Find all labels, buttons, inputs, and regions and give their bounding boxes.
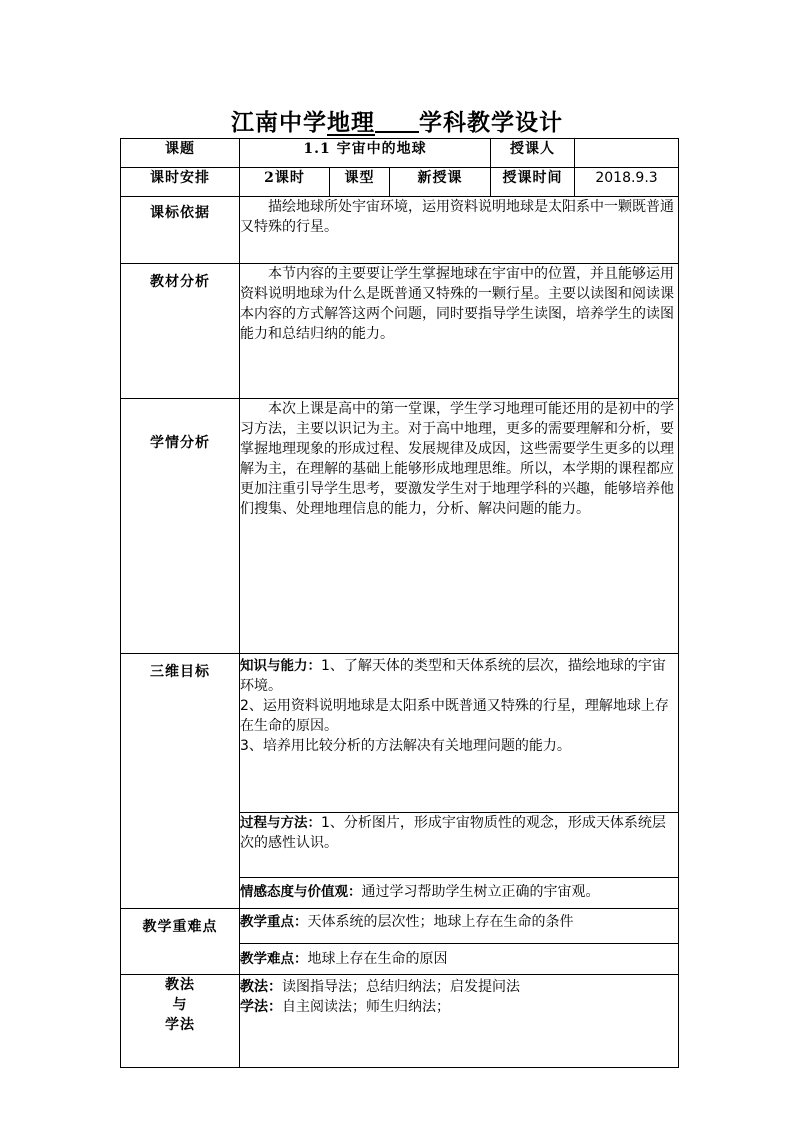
learn-line xyxy=(240,997,678,1017)
methods-label-2: 与 xyxy=(172,997,188,1013)
process-label: 过程与方法： xyxy=(240,815,321,831)
emotion-text: 通过学习帮助学生树立正确的宇宙观。 xyxy=(361,884,600,900)
textbook-text: 本节内容的主要要让学生掌握地球在宇宙中的位置，并且能够运用资料说明地球为什么是既普通又特殊的一颗行星。主要以读图和阅读课本内容的方式解答这两个问题，同时要指导学生读图，培养学生的读图能力和总结归纳的能力。 xyxy=(240,264,679,399)
topic-value: 1.1 宇宙中的地球 xyxy=(240,139,491,168)
hours-label: 课时安排 xyxy=(121,168,240,197)
keypoints-label: 教学重难点 xyxy=(121,909,240,975)
title-blank-line xyxy=(375,109,419,133)
learn-label: 学法： xyxy=(240,999,282,1015)
key-text: 天体系统的层次性；地球上存在生命的条件 xyxy=(307,914,574,930)
textbook-row xyxy=(121,264,679,399)
knowledge-text-1: 1、了解天体的类型和天体系统的层次，描绘地球的宇宙环境。 xyxy=(240,658,666,694)
title-suffix: 学科教学设计 xyxy=(419,109,563,136)
topic-row xyxy=(121,139,679,168)
difficult-text: 地球上存在生命的原因 xyxy=(307,951,448,967)
difficult-cell xyxy=(240,944,679,975)
key-label: 教学重点： xyxy=(240,914,308,930)
time-value: 2018.9.3 xyxy=(575,168,679,197)
methods-label xyxy=(121,975,240,1068)
students-label: 学情分析 xyxy=(121,399,240,654)
lesson-plan-table xyxy=(120,138,679,1068)
goals-knowledge-row xyxy=(121,654,679,813)
school-name: 江南中学 xyxy=(231,109,327,136)
schedule-row xyxy=(121,168,679,197)
document-title xyxy=(0,104,794,137)
teach-line xyxy=(240,977,678,997)
teach-label: 教法： xyxy=(240,979,282,995)
methods-cell xyxy=(240,975,679,1068)
methods-label-1: 教法 xyxy=(165,977,195,993)
goals-emotion-cell xyxy=(240,878,679,909)
methods-row xyxy=(121,975,679,1068)
knowledge-text-2: 2、运用资料说明地球是太阳系中既普通又特殊的行星，理解地球上存在生命的原因。 xyxy=(240,698,669,734)
knowledge-label: 知识与能力： xyxy=(240,658,321,674)
students-text: 本次上课是高中的第一堂课，学生学习地理可能还用的是初中的学习方法，主要以识记为主。对于高中地理，更多的需要理解和分析，要掌握地理现象的形成过程、发展规律及成因，这些需要学生更多的以理解为主，在理解的基础上能够形成地理思维。所以，本学期的课程都应更加注重引导学生思考，要激发学生对于地理学科的兴趣，能够培养他们搜集、处理地理信息的能力，分析、解决问题的能力。 xyxy=(240,399,679,654)
key-cell xyxy=(240,909,679,944)
teach-text: 读图指导法；总结归纳法；启发提问法 xyxy=(282,979,520,995)
process-text: 1、分析图片，形成宇宙物质性的观念，形成天体系统层次的感性认识。 xyxy=(240,815,666,851)
students-row xyxy=(121,399,679,654)
type-value: 新授课 xyxy=(390,168,491,197)
knowledge-text-3: 3、培养用比较分析的方法解决有关地理问题的能力。 xyxy=(240,738,571,754)
teacher-label: 授课人 xyxy=(491,139,575,168)
hours-value: 2课时 xyxy=(240,168,330,197)
goals-label: 三维目标 xyxy=(121,654,240,909)
knowledge-line-1 xyxy=(240,656,678,696)
topic-label: 课题 xyxy=(121,139,240,168)
time-label: 授课时间 xyxy=(491,168,575,197)
goals-knowledge-cell xyxy=(240,654,679,813)
subject-name: 地理 xyxy=(327,109,375,136)
goals-process-cell xyxy=(240,813,679,878)
keypoints-row xyxy=(121,909,679,944)
type-label: 课型 xyxy=(330,168,390,197)
standard-row xyxy=(121,197,679,264)
standard-label: 课标依据 xyxy=(121,197,240,264)
methods-label-3: 学法 xyxy=(165,1017,195,1033)
standard-text: 描绘地球所处宇宙环境，运用资料说明地球是太阳系中一颗既普通又特殊的行星。 xyxy=(240,197,679,264)
difficult-label: 教学难点： xyxy=(240,951,308,967)
textbook-label: 教材分析 xyxy=(121,264,240,399)
learn-text: 自主阅读法；师生归纳法； xyxy=(282,999,450,1015)
teacher-value xyxy=(575,139,679,168)
emotion-label: 情感态度与价值观： xyxy=(240,884,362,900)
